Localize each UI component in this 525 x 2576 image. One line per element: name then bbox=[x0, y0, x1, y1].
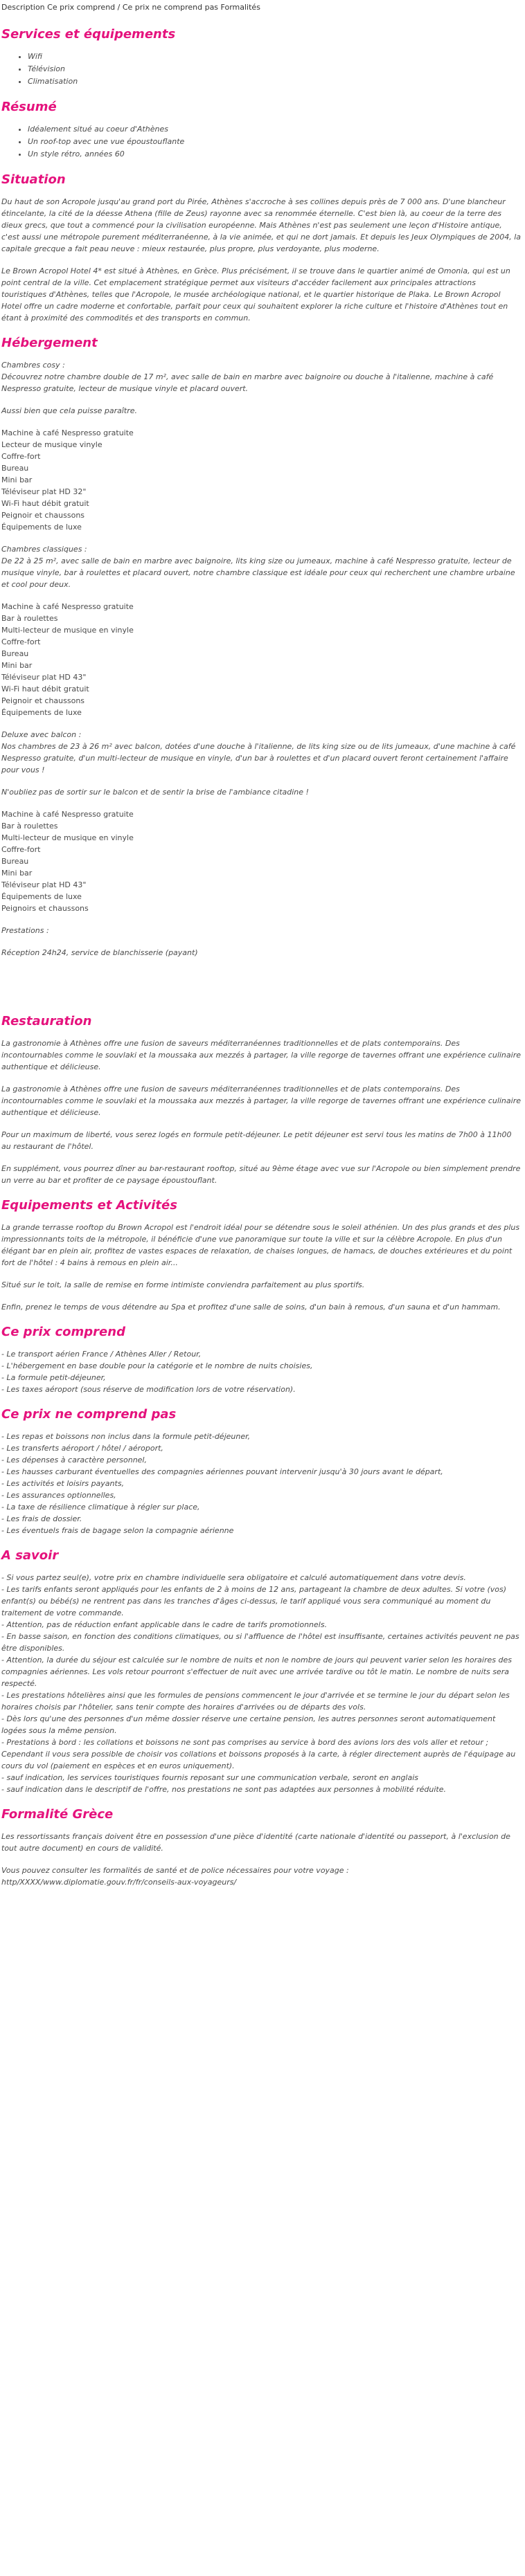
list-item: • Un roof-top avec une vue époustouflante bbox=[28, 136, 522, 148]
list-item: - Les taxes aéroport (sous réserve de modification lors de votre réservation). bbox=[1, 1385, 296, 1394]
restauration-paragraph: Pour un maximum de liberté, vous serez logés en formule petit-déjeuner. Le petit déjeuner est servi tous les matins de 7h00 à 11h00 au restaurant de l'hôtel. bbox=[1, 1130, 512, 1151]
list-item: • Télévision bbox=[28, 63, 522, 75]
list-item: Wi-Fi haut débit gratuit bbox=[1, 499, 89, 508]
list-item: - Prestations à bord : les collations et boissons ne sont pas comprises au service à bord des avions lors des vols aller et retour ; Cependant il vous sera possible de choisir vos collations et boissons proposés à la carte, à régler directement auprès de l'équipage au cours du vol (paiement en espèces et en euros uniquement). bbox=[1, 1738, 516, 1770]
list-item: - Les activités et loisirs payants, bbox=[1, 1479, 125, 1488]
list-item: Équipements de luxe bbox=[1, 523, 82, 532]
list-item: • Wifi bbox=[28, 51, 522, 63]
list-item: • Climatisation bbox=[28, 75, 522, 88]
list-item: Téléviseur plat HD 43" bbox=[1, 880, 87, 889]
list-item: Mini bar bbox=[1, 661, 33, 670]
heading-services: Services et équipements bbox=[1, 27, 176, 42]
list-item: Téléviseur plat HD 32" bbox=[1, 487, 87, 496]
list-item: - La taxe de résilience climatique à régler sur place, bbox=[1, 1503, 200, 1512]
list-item: Peignoir et chaussons bbox=[1, 696, 85, 705]
room-classic bbox=[1, 543, 522, 590]
restauration-paragraph: La gastronomie à Athènes offre une fusion de saveurs méditerranéennes traditionnelles et de plats contemporains. Des incontournables comme le souvlaki et la moussaka aux mezzés à partager, la ville regorge de tavernes offrant une expérience culinaire authentique et délicieuse. bbox=[1, 1039, 521, 1071]
room-note: N'oubliez pas de sortir sur le balcon et de sentir la brise de l'ambiance citadine ! bbox=[1, 788, 309, 797]
list-item: Bureau bbox=[1, 649, 29, 658]
resume-list bbox=[1, 123, 522, 161]
services-list bbox=[1, 51, 522, 88]
list-item: - En basse saison, en fonction des conditions climatiques, ou si l'affluence de l'hôtel est insuffisante, certaines activités peuvent ne pas être disponibles. bbox=[1, 1632, 519, 1653]
list-item: - sauf indication, les services touristiques fournis reposant sur une communication verbale, seront en anglais bbox=[1, 1773, 419, 1782]
list-item: Machine à café Nespresso gratuite bbox=[1, 810, 134, 819]
list-item: - La formule petit-déjeuner, bbox=[1, 1373, 106, 1382]
list-item: - Les repas et boissons non inclus dans la formule petit-déjeuner, bbox=[1, 1432, 251, 1441]
heading-formalite-grece: Formalité Grèce bbox=[1, 1807, 114, 1822]
room-description: Découvrez notre chambre double de 17 m², avec salle de bain en marbre avec baignoire ou douche à l'italienne, machine à café Nespresso gratuite, lecteur de musique vinyle et placard ouvert. bbox=[1, 372, 494, 393]
list-item: Mini bar bbox=[1, 869, 33, 878]
heading-ce-prix-comprend: Ce prix comprend bbox=[1, 1325, 125, 1339]
list-item: - Les hausses carburant éventuelles des compagnies aériennes pouvant intervenir jusqu'à 30 jours avant le départ, bbox=[1, 1467, 443, 1476]
list-item: Peignoir et chaussons bbox=[1, 511, 85, 520]
heading-equipements: Equipements et Activités bbox=[1, 1198, 177, 1213]
list-item: Coffre-fort bbox=[1, 845, 41, 854]
room-description: De 22 à 25 m², avec salle de bain en marbre avec baignoire, lits king size ou jumeaux, machine à café Nespresso gratuite, lecteur de musique vinyle, bar à roulettes et placard ouvert, notre chambre classique est idéale pour ceux qui recherchent une chambre urbaine et cool pour deux. bbox=[1, 556, 515, 589]
room-cosy-amenities bbox=[1, 427, 522, 533]
situation-paragraph: Du haut de son Acropole jusqu'au grand port du Pirée, Athènes s'accroche à ses collines depuis près de 7 000 ans. D'une blancheur étincelante, la cité de la déesse Athena (fille de Zeus) rayonne avec sa renommée éternelle. C'est bien là, au coeur de la terre des dieux grecs, que tout a commencé pour la civilisation européenne. Mais Athènes n'est pas seulement une leçon d'Histoire antique, c'est aussi une métropole purement méditerranéenne, à la vie animée, et qui ne dort jamais. Et depuis les Jeux Olympiques de 2004, la capitale grecque a fait peau neuve : mieux restaurée, plus propre, plus verdoyante, plus moderne. bbox=[1, 197, 522, 253]
list-item: - Les transferts aéroport / hôtel / aéroport, bbox=[1, 1444, 163, 1453]
list-item: Machine à café Nespresso gratuite bbox=[1, 428, 134, 437]
tab-description[interactable]: Description bbox=[1, 3, 45, 12]
room-cosy bbox=[1, 359, 522, 394]
reception-text: Réception 24h24, service de blanchisserie (payant) bbox=[1, 948, 198, 957]
equipements-paragraph: Enfin, prenez le temps de vous détendre au Spa et profitez d'une salle de soins, d'un bain à remous, d'un sauna et d'un hammam. bbox=[1, 1303, 501, 1312]
equipements-paragraph: La grande terrasse rooftop du Brown Acropol est l'endroit idéal pour se détendre sous le soleil athénien. Un des plus grands et des plus impressionnants toits de la métropole, il bénéficie d'une vue panoramique sur toute la ville et sur la célèbre Acropole. En plus d'un élégant bar en plein air, profitez de vastes espaces de relaxation, de chaises longues, de hamacs, de douches extérieures et du point fort de l'hôtel : 4 bains à remous en plein air... bbox=[1, 1223, 520, 1267]
list-item: - Les assurances optionnelles, bbox=[1, 1491, 116, 1500]
room-deluxe-amenities bbox=[1, 808, 522, 914]
list-item: - Les éventuels frais de bagage selon la compagnie aérienne bbox=[1, 1526, 234, 1535]
room-title: Deluxe avec balcon : bbox=[1, 730, 82, 739]
list-item: Bar à roulettes bbox=[1, 614, 58, 623]
list-item: Bureau bbox=[1, 857, 29, 866]
list-item: - Le transport aérien France / Athènes Aller / Retour, bbox=[1, 1350, 202, 1359]
spacer bbox=[1, 969, 522, 1002]
list-item: - Attention, pas de réduction enfant applicable dans le cadre de tarifs promotionnels. bbox=[1, 1620, 328, 1629]
restauration-paragraph: La gastronomie à Athènes offre une fusion de saveurs méditerranéennes traditionnelles et de plats contemporains. Des incontournables comme le souvlaki et la moussaka aux mezzés à partager, la ville regorge de tavernes offrant une expérience culinaire authentique et délicieuse. bbox=[1, 1085, 521, 1117]
list-item: - Les tarifs enfants seront appliqués pour les enfants de 2 à moins de 12 ans, partageant la chambre de deux adultes. Si votre (vos) enfant(s) ou bébé(s) ne rentrent pas dans les tranches d'âges ci-dessus, le tarif appliqué vous sera communiqué au moment du traitement de votre commande. bbox=[1, 1585, 507, 1617]
tab-ce-prix-comprend[interactable]: Ce prix comprend bbox=[47, 3, 116, 12]
list-item: - Si vous partez seul(e), votre prix en chambre individuelle sera obligatoire et calculé automatiquement dans votre devis. bbox=[1, 1573, 466, 1582]
list-item: Bar à roulettes bbox=[1, 822, 58, 831]
formalite-links bbox=[1, 1865, 522, 1888]
formalite-paragraph: Vous pouvez consulter les formalités de santé et de police nécessaires pour votre voyage : bbox=[1, 1866, 349, 1875]
room-title: Chambres classiques : bbox=[1, 545, 87, 554]
ne-comprend-list bbox=[1, 1431, 522, 1536]
list-item: - Attention, la durée du séjour est calculée sur le nombre de nuits et non le nombre de jours qui peuvent varier selon les horaires des compagnies aériennes. Les vols retour pourront s'effectuer de nuit avec une arrivée tardive ou tôt le matin. Le nombre de nuits sera respecté. bbox=[1, 1656, 512, 1688]
diplomatie-link[interactable]: http/XXXX/www.diplomatie.gouv.fr/fr/conseils-aux-voyageurs/ bbox=[1, 1878, 237, 1887]
savoir-list bbox=[1, 1572, 522, 1795]
heading-a-savoir: A savoir bbox=[1, 1548, 59, 1563]
list-item: - sauf indication dans le descriptif de l'offre, nos prestations ne sont pas adaptées aux personnes à mobilité réduite. bbox=[1, 1785, 446, 1794]
list-item: - Dès lors qu'une des personnes d'un même dossier réserve une certaine pension, les autres personnes seront automatiquement logées sous la même pension. bbox=[1, 1714, 496, 1735]
list-item: Wi-Fi haut débit gratuit bbox=[1, 684, 89, 693]
heading-restauration: Restauration bbox=[1, 1014, 92, 1028]
room-description: Nos chambres de 23 à 26 m² avec balcon, dotées d'une douche à l'italienne, de lits king size ou de lits jumeaux, d'une machine à café Nespresso gratuite, d'un multi-lecteur de musique en vinyle, d'un bar à roulettes et d'un placard ouvert feront certainement l'affaire pour vous ! bbox=[1, 742, 516, 774]
room-title: Chambres cosy : bbox=[1, 361, 65, 370]
list-item: - Les prestations hôtelières ainsi que les formules de pensions commencent le jour d'arrivée et se termine le jour du départ selon les horaires choisis par l'hôtelier, sans tenir compte des horaires d'arrivées ou de départs des vols. bbox=[1, 1691, 510, 1712]
heading-hebergement: Hébergement bbox=[1, 336, 98, 350]
room-note: Aussi bien que cela puisse paraître. bbox=[1, 406, 137, 415]
comprend-list bbox=[1, 1348, 522, 1395]
tab-bar: Description Ce prix comprend / Ce prix ne comprend pas Formalités bbox=[1, 3, 260, 12]
list-item: Bureau bbox=[1, 464, 29, 473]
formalite-paragraph: Les ressortissants français doivent être en possession d'une pièce d'identité (carte nationale d'identité ou passeport, à l'exclusion de tout autre document) en cours de validité. bbox=[1, 1832, 510, 1853]
list-item: • Idéalement situé au coeur d'Athènes bbox=[28, 123, 522, 136]
heading-resume: Résumé bbox=[1, 100, 57, 114]
list-item: Lecteur de musique vinyle bbox=[1, 440, 103, 449]
prestations-label: Prestations : bbox=[1, 926, 49, 935]
list-item: Coffre-fort bbox=[1, 452, 41, 461]
restauration-paragraph: En supplément, vous pourrez dîner au bar-restaurant rooftop, situé au 9ème étage avec vue sur l'Acropole ou bien simplement prendre un verre au bar et profiter de ce paysage époustouflant. bbox=[1, 1164, 521, 1185]
list-item: Équipements de luxe bbox=[1, 708, 82, 717]
situation-paragraph: Le Brown Acropol Hotel 4* est situé à Athènes, en Grèce. Plus précisément, il se trouve dans le quartier animé de Omonia, qui est un point central de la ville. Cet emplacement stratégique permet aux visiteurs d'accéder facilement aux principales attractions touristiques d'Athènes, telles que l'Acropole, le musée archéologique national, et le quartier historique de Plaka. Le Brown Acropol Hotel offre un cadre moderne et confortable, parfait pour ceux qui souhaitent explorer la riche culture et l'histoire d'Athènes tout en étant à proximité des commodités et des transports en commun. bbox=[1, 266, 510, 323]
list-item: - L'hébergement en base double pour la catégorie et le nombre de nuits choisies, bbox=[1, 1361, 313, 1370]
list-item: Coffre-fort bbox=[1, 637, 41, 646]
list-item: Machine à café Nespresso gratuite bbox=[1, 602, 134, 611]
list-item: Multi-lecteur de musique en vinyle bbox=[1, 833, 134, 842]
heading-ce-prix-ne-comprend-pas: Ce prix ne comprend pas bbox=[1, 1407, 177, 1422]
list-item: Mini bar bbox=[1, 475, 33, 484]
list-item: Multi-lecteur de musique en vinyle bbox=[1, 626, 134, 635]
list-item: Téléviseur plat HD 43" bbox=[1, 673, 87, 682]
list-item: Équipements de luxe bbox=[1, 892, 82, 901]
list-item: Peignoirs et chaussons bbox=[1, 904, 89, 913]
list-item: • Un style rétro, années 60 bbox=[28, 148, 522, 161]
list-item: - Les frais de dossier. bbox=[1, 1514, 82, 1523]
list-item: - Les dépenses à caractère personnel, bbox=[1, 1455, 147, 1464]
equipements-paragraph: Situé sur le toit, la salle de remise en forme intimiste conviendra parfaitement au plus sportifs. bbox=[1, 1280, 365, 1289]
tab-formalites[interactable]: Formalités bbox=[220, 3, 260, 12]
heading-situation: Situation bbox=[1, 172, 66, 187]
room-classic-amenities bbox=[1, 601, 522, 718]
tab-ce-prix-ne-comprend-pas[interactable]: Ce prix ne comprend pas bbox=[122, 3, 219, 12]
room-deluxe bbox=[1, 729, 522, 776]
